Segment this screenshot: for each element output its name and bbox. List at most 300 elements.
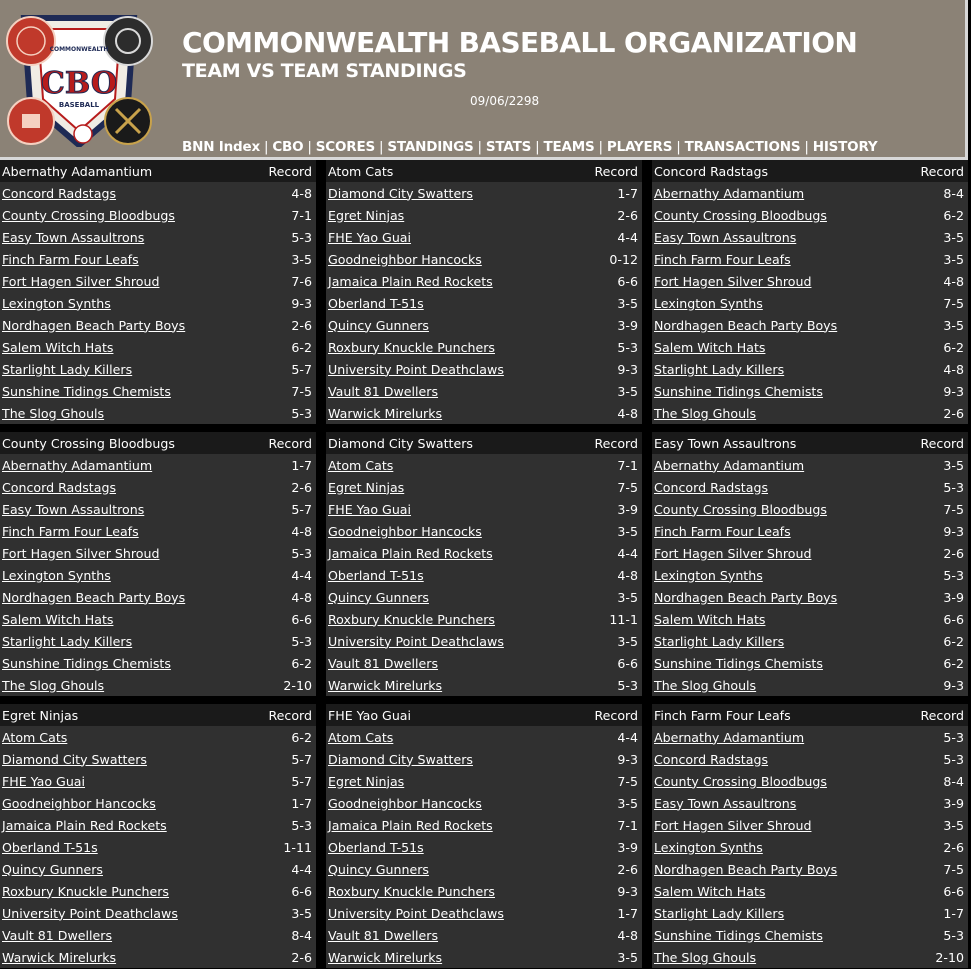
table-row (652, 652, 968, 674)
opponent-link[interactable]: Quincy Gunners (328, 861, 429, 877)
table-row (326, 748, 642, 770)
record-value: 9-3 (617, 751, 638, 767)
standings-box-header (0, 432, 316, 454)
opponent-link[interactable]: FHE Yao Guai (328, 229, 412, 245)
standings-box-header (652, 704, 968, 726)
table-row (0, 564, 316, 586)
standings-box-header (652, 432, 968, 454)
table-row (652, 674, 968, 696)
opponent-link[interactable]: Warwick Mirelurks (328, 949, 443, 965)
record-value: 3-5 (617, 383, 638, 399)
opponent-link[interactable]: Fort Hagen Silver Shroud (2, 545, 160, 561)
table-row (326, 924, 642, 946)
opponent-link[interactable]: Concord Radstags (2, 185, 117, 201)
opponent-link[interactable]: Jamaica Plain Red Rockets (328, 817, 493, 833)
record-value: 4-8 (291, 589, 312, 605)
table-row (652, 358, 968, 380)
opponent-link[interactable]: Starlight Lady Killers (654, 361, 785, 377)
table-row (0, 454, 316, 476)
table-row (652, 564, 968, 586)
nav-scores[interactable]: SCORES (315, 139, 375, 155)
opponent-link[interactable]: Goodneighbor Hancocks (328, 251, 482, 267)
opponent-link[interactable]: Diamond City Swatters (2, 751, 147, 767)
table-row (326, 586, 642, 608)
record-value: 6-6 (291, 883, 312, 899)
record-value: 6-2 (291, 339, 312, 355)
record-value: 6-2 (943, 207, 964, 223)
nav-teams[interactable]: TEAMS (543, 139, 595, 155)
table-row (652, 726, 968, 748)
record-column-header: Record (268, 435, 312, 451)
site-header (0, 0, 968, 160)
opponent-link[interactable]: FHE Yao Guai (2, 773, 86, 789)
opponent-link[interactable]: County Crossing Bloodbugs (2, 207, 175, 223)
record-value: 9-3 (943, 677, 964, 693)
table-row (326, 226, 642, 248)
record-value: 9-3 (617, 361, 638, 377)
record-value: 5-7 (291, 751, 312, 767)
record-value: 7-5 (291, 383, 312, 399)
record-column-header: Record (594, 707, 638, 723)
opponent-link[interactable]: Concord Radstags (2, 479, 117, 495)
opponent-link[interactable]: Starlight Lady Killers (654, 633, 785, 649)
opponent-link[interactable]: Lexington Synths (654, 567, 763, 583)
record-value: 3-9 (617, 501, 638, 517)
record-column-header: Record (268, 707, 312, 723)
opponent-link[interactable]: Easy Town Assaultrons (654, 795, 797, 811)
record-value: 6-6 (617, 655, 638, 671)
opponent-link[interactable]: Fort Hagen Silver Shroud (2, 273, 160, 289)
record-value: 9-3 (291, 295, 312, 311)
table-row (0, 674, 316, 696)
table-row (652, 520, 968, 542)
opponent-link[interactable]: Goodneighbor Hancocks (328, 523, 482, 539)
team-name: Egret Ninjas (2, 707, 79, 723)
record-value: 4-4 (291, 861, 312, 877)
nav-history[interactable]: HISTORY (812, 139, 878, 155)
team-name: Atom Cats (328, 163, 394, 179)
table-row (0, 476, 316, 498)
cbo-logo[interactable] (4, 13, 154, 147)
record-value: 3-9 (943, 589, 964, 605)
table-row (326, 880, 642, 902)
table-row (0, 880, 316, 902)
table-row (652, 402, 968, 424)
team-standings-box (326, 704, 642, 968)
record-value: 1-7 (943, 905, 964, 921)
table-row (652, 454, 968, 476)
opponent-link[interactable]: Warwick Mirelurks (2, 949, 117, 965)
opponent-link[interactable]: Abernathy Adamantium (654, 185, 805, 201)
record-value: 8-4 (943, 773, 964, 789)
record-column-header: Record (268, 163, 312, 179)
opponent-link[interactable]: Concord Radstags (654, 751, 769, 767)
opponent-link[interactable]: Concord Radstags (654, 479, 769, 495)
opponent-link[interactable]: Warwick Mirelurks (328, 677, 443, 693)
page-title: COMMONWEALTH BASEBALL ORGANIZATION (182, 26, 858, 59)
record-value: 5-3 (291, 817, 312, 833)
record-value: 5-3 (943, 567, 964, 583)
table-row (326, 726, 642, 748)
table-row (0, 792, 316, 814)
table-row (326, 204, 642, 226)
record-value: 4-4 (617, 545, 638, 561)
record-value: 5-3 (617, 339, 638, 355)
opponent-link[interactable]: Sunshine Tidings Chemists (2, 383, 171, 399)
opponent-link[interactable]: Jamaica Plain Red Rockets (328, 545, 493, 561)
table-row (652, 182, 968, 204)
table-row (326, 358, 642, 380)
opponent-link[interactable]: The Slog Ghouls (654, 677, 757, 693)
opponent-link[interactable]: The Slog Ghouls (2, 677, 105, 693)
opponent-link[interactable]: The Slog Ghouls (654, 949, 757, 965)
table-row (0, 608, 316, 630)
table-row (652, 380, 968, 402)
record-value: 9-3 (943, 383, 964, 399)
table-row (652, 858, 968, 880)
record-value: 9-3 (943, 523, 964, 539)
opponent-link[interactable]: Quincy Gunners (328, 589, 429, 605)
opponent-link[interactable]: Roxbury Knuckle Punchers (2, 883, 169, 899)
record-value: 2-10 (935, 949, 964, 965)
opponent-link[interactable]: Starlight Lady Killers (2, 633, 133, 649)
table-row (652, 314, 968, 336)
opponent-link[interactable]: Oberland T-51s (2, 839, 98, 855)
opponent-link[interactable]: University Point Deathclaws (328, 361, 504, 377)
nav-cbo[interactable]: CBO (272, 139, 304, 155)
opponent-link[interactable]: Sunshine Tidings Chemists (2, 655, 171, 671)
opponent-link[interactable]: University Point Deathclaws (328, 633, 504, 649)
opponent-link[interactable]: Lexington Synths (654, 839, 763, 855)
record-value: 6-6 (943, 611, 964, 627)
table-row (326, 454, 642, 476)
opponent-link[interactable]: Egret Ninjas (328, 479, 405, 495)
record-value: 5-7 (291, 361, 312, 377)
record-value: 1-7 (291, 795, 312, 811)
team-name: County Crossing Bloodbugs (2, 435, 175, 451)
table-row (652, 498, 968, 520)
opponent-link[interactable]: Salem Witch Hats (654, 883, 766, 899)
opponent-link[interactable]: University Point Deathclaws (328, 905, 504, 921)
table-row (652, 226, 968, 248)
record-value: 3-5 (617, 295, 638, 311)
table-row (0, 902, 316, 924)
table-row (652, 924, 968, 946)
table-row (326, 770, 642, 792)
table-row (326, 564, 642, 586)
table-row (0, 630, 316, 652)
table-row (0, 380, 316, 402)
table-row (0, 336, 316, 358)
opponent-link[interactable]: Easy Town Assaultrons (2, 229, 145, 245)
record-value: 7-6 (291, 273, 312, 289)
record-value: 5-3 (943, 927, 964, 943)
opponent-link[interactable]: Easy Town Assaultrons (654, 229, 797, 245)
table-row (0, 652, 316, 674)
table-row (326, 520, 642, 542)
opponent-link[interactable]: Vault 81 Dwellers (328, 655, 439, 671)
record-value: 6-2 (291, 729, 312, 745)
table-row (0, 226, 316, 248)
standings-box-header (326, 160, 642, 182)
opponent-link[interactable]: Nordhagen Beach Party Boys (654, 589, 838, 605)
nav-stats[interactable]: STATS (485, 139, 532, 155)
nav-transactions[interactable]: TRANSACTIONS (684, 139, 801, 155)
record-value: 5-3 (943, 479, 964, 495)
record-value: 2-6 (291, 479, 312, 495)
opponent-link[interactable]: Diamond City Swatters (328, 185, 473, 201)
record-column-header: Record (920, 435, 964, 451)
record-value: 4-8 (617, 567, 638, 583)
opponent-link[interactable]: Fort Hagen Silver Shroud (654, 817, 812, 833)
table-row (0, 402, 316, 424)
table-row (0, 358, 316, 380)
table-row (652, 292, 968, 314)
opponent-link[interactable]: County Crossing Bloodbugs (654, 773, 827, 789)
record-value: 4-8 (291, 523, 312, 539)
opponent-link[interactable]: Finch Farm Four Leafs (654, 251, 791, 267)
record-value: 3-5 (291, 251, 312, 267)
record-value: 6-2 (943, 339, 964, 355)
table-row (652, 204, 968, 226)
main-nav: BNN Index | CBO | SCORES | STANDINGS | STATS | TEAMS | PLAYERS | TRANSACTIONS | HISTORY (182, 139, 878, 155)
nav-bnn-index[interactable]: BNN Index (182, 139, 260, 155)
team-name: FHE Yao Guai (328, 707, 412, 723)
table-row (326, 498, 642, 520)
team-standings-box (0, 704, 316, 968)
opponent-link[interactable]: The Slog Ghouls (2, 405, 105, 421)
table-row (652, 836, 968, 858)
opponent-link[interactable]: Oberland T-51s (328, 567, 424, 583)
nav-players[interactable]: PLAYERS (606, 139, 673, 155)
opponent-link[interactable]: Roxbury Knuckle Punchers (328, 339, 495, 355)
table-row (326, 380, 642, 402)
record-value: 4-8 (617, 927, 638, 943)
table-row (0, 586, 316, 608)
table-row (0, 726, 316, 748)
table-row (326, 946, 642, 968)
opponent-link[interactable]: The Slog Ghouls (654, 405, 757, 421)
table-row (326, 248, 642, 270)
table-row (326, 792, 642, 814)
table-row (0, 542, 316, 564)
record-value: 3-5 (943, 817, 964, 833)
svg-text:CBO: CBO (41, 66, 117, 101)
record-value: 2-6 (943, 405, 964, 421)
team-standings-box (326, 160, 642, 424)
opponent-link[interactable]: Vault 81 Dwellers (328, 383, 439, 399)
team-standings-box (0, 432, 316, 696)
team-standings-box (652, 160, 968, 424)
record-value: 3-5 (291, 905, 312, 921)
opponent-link[interactable]: Atom Cats (328, 457, 394, 473)
opponent-link[interactable]: Finch Farm Four Leafs (2, 251, 139, 267)
record-value: 3-5 (943, 317, 964, 333)
opponent-link[interactable]: Nordhagen Beach Party Boys (2, 589, 186, 605)
table-row (326, 182, 642, 204)
opponent-link[interactable]: Lexington Synths (654, 295, 763, 311)
opponent-link[interactable]: County Crossing Bloodbugs (654, 501, 827, 517)
opponent-link[interactable]: Finch Farm Four Leafs (2, 523, 139, 539)
record-value: 5-3 (943, 729, 964, 745)
record-value: 5-3 (291, 405, 312, 421)
team-standings-box (652, 704, 968, 968)
opponent-link[interactable]: Goodneighbor Hancocks (328, 795, 482, 811)
record-value: 4-8 (943, 361, 964, 377)
table-row (326, 270, 642, 292)
record-value: 5-7 (291, 773, 312, 789)
table-row (652, 814, 968, 836)
svg-text:COMMONWEALTH: COMMONWEALTH (49, 46, 109, 53)
table-row (0, 314, 316, 336)
standings-box-header (326, 704, 642, 726)
opponent-link[interactable]: Quincy Gunners (2, 861, 103, 877)
table-row (0, 814, 316, 836)
team-badge-icon (7, 17, 55, 65)
record-value: 3-5 (617, 795, 638, 811)
table-row (326, 542, 642, 564)
table-row (652, 336, 968, 358)
record-value: 6-6 (943, 883, 964, 899)
team-name: Abernathy Adamantium (2, 163, 153, 179)
table-row (652, 630, 968, 652)
cbo-logo-icon (4, 13, 154, 147)
table-row (0, 292, 316, 314)
opponent-link[interactable]: Vault 81 Dwellers (328, 927, 439, 943)
opponent-link[interactable]: University Point Deathclaws (2, 905, 178, 921)
team-name: Finch Farm Four Leafs (654, 707, 791, 723)
opponent-link[interactable]: FHE Yao Guai (328, 501, 412, 517)
opponent-link[interactable]: Oberland T-51s (328, 295, 424, 311)
record-value: 2-6 (617, 861, 638, 877)
record-column-header: Record (920, 707, 964, 723)
table-row (652, 270, 968, 292)
opponent-link[interactable]: Sunshine Tidings Chemists (654, 655, 823, 671)
opponent-link[interactable]: Salem Witch Hats (654, 339, 766, 355)
record-value: 4-8 (291, 185, 312, 201)
opponent-link[interactable]: Easy Town Assaultrons (2, 501, 145, 517)
opponent-link[interactable]: Roxbury Knuckle Punchers (328, 883, 495, 899)
record-column-header: Record (594, 435, 638, 451)
opponent-link[interactable]: Salem Witch Hats (2, 339, 114, 355)
table-row (326, 336, 642, 358)
opponent-link[interactable]: Salem Witch Hats (2, 611, 114, 627)
table-row (652, 792, 968, 814)
opponent-link[interactable]: Jamaica Plain Red Rockets (2, 817, 167, 833)
table-row (0, 858, 316, 880)
record-value: 5-3 (943, 751, 964, 767)
record-value: 5-7 (291, 501, 312, 517)
table-row (0, 836, 316, 858)
record-value: 9-3 (617, 883, 638, 899)
record-value: 1-7 (617, 185, 638, 201)
opponent-link[interactable]: Jamaica Plain Red Rockets (328, 273, 493, 289)
opponent-link[interactable]: Abernathy Adamantium (654, 457, 805, 473)
opponent-link[interactable]: Nordhagen Beach Party Boys (654, 317, 838, 333)
opponent-link[interactable]: Egret Ninjas (328, 773, 405, 789)
table-row (652, 586, 968, 608)
standings-box-header (652, 160, 968, 182)
opponent-link[interactable]: Lexington Synths (2, 567, 111, 583)
record-column-header: Record (920, 163, 964, 179)
record-value: 4-4 (617, 229, 638, 245)
opponent-link[interactable]: Salem Witch Hats (654, 611, 766, 627)
opponent-link[interactable]: Atom Cats (328, 729, 394, 745)
record-value: 5-3 (617, 677, 638, 693)
record-column-header: Record (594, 163, 638, 179)
record-value: 7-1 (291, 207, 312, 223)
opponent-link[interactable]: Quincy Gunners (328, 317, 429, 333)
opponent-link[interactable]: Nordhagen Beach Party Boys (654, 861, 838, 877)
record-value: 1-7 (617, 905, 638, 921)
record-value: 3-5 (617, 633, 638, 649)
table-row (326, 402, 642, 424)
opponent-link[interactable]: Goodneighbor Hancocks (2, 795, 156, 811)
opponent-link[interactable]: Abernathy Adamantium (654, 729, 805, 745)
table-row (0, 748, 316, 770)
table-row (0, 924, 316, 946)
table-row (652, 770, 968, 792)
opponent-link[interactable]: Starlight Lady Killers (654, 905, 785, 921)
standings-box-header (326, 432, 642, 454)
team-standings-box (0, 160, 316, 424)
record-value: 2-10 (283, 677, 312, 693)
table-row (326, 858, 642, 880)
table-row (326, 836, 642, 858)
record-value: 7-1 (617, 457, 638, 473)
opponent-link[interactable]: Starlight Lady Killers (2, 361, 133, 377)
table-row (0, 248, 316, 270)
record-value: 2-6 (291, 949, 312, 965)
standings-box-header (0, 160, 316, 182)
opponent-link[interactable]: Fort Hagen Silver Shroud (654, 545, 812, 561)
table-row (0, 770, 316, 792)
record-value: 2-6 (617, 207, 638, 223)
table-row (326, 292, 642, 314)
opponent-link[interactable]: Diamond City Swatters (328, 751, 473, 767)
table-row (0, 498, 316, 520)
record-value: 3-9 (617, 839, 638, 855)
opponent-link[interactable]: Lexington Synths (2, 295, 111, 311)
opponent-link[interactable]: Nordhagen Beach Party Boys (2, 317, 186, 333)
record-value: 7-5 (617, 773, 638, 789)
opponent-link[interactable]: Roxbury Knuckle Punchers (328, 611, 495, 627)
opponent-link[interactable]: County Crossing Bloodbugs (654, 207, 827, 223)
opponent-link[interactable]: Oberland T-51s (328, 839, 424, 855)
table-row (0, 270, 316, 292)
record-value: 3-5 (617, 949, 638, 965)
opponent-link[interactable]: Egret Ninjas (328, 207, 405, 223)
team-name: Easy Town Assaultrons (654, 435, 797, 451)
opponent-link[interactable]: Atom Cats (2, 729, 68, 745)
opponent-link[interactable]: Fort Hagen Silver Shroud (654, 273, 812, 289)
record-value: 1-7 (291, 457, 312, 473)
record-value: 6-6 (291, 611, 312, 627)
record-value: 6-6 (617, 273, 638, 289)
opponent-link[interactable]: Abernathy Adamantium (2, 457, 153, 473)
nav-standings[interactable]: STANDINGS (387, 139, 474, 155)
record-value: 5-3 (291, 545, 312, 561)
record-value: 3-9 (943, 795, 964, 811)
opponent-link[interactable]: Sunshine Tidings Chemists (654, 927, 823, 943)
opponent-link[interactable]: Warwick Mirelurks (328, 405, 443, 421)
record-value: 11-1 (609, 611, 638, 627)
opponent-link[interactable]: Finch Farm Four Leafs (654, 523, 791, 539)
record-value: 3-5 (943, 251, 964, 267)
opponent-link[interactable]: Sunshine Tidings Chemists (654, 383, 823, 399)
record-value: 8-4 (943, 185, 964, 201)
opponent-link[interactable]: Vault 81 Dwellers (2, 927, 113, 943)
